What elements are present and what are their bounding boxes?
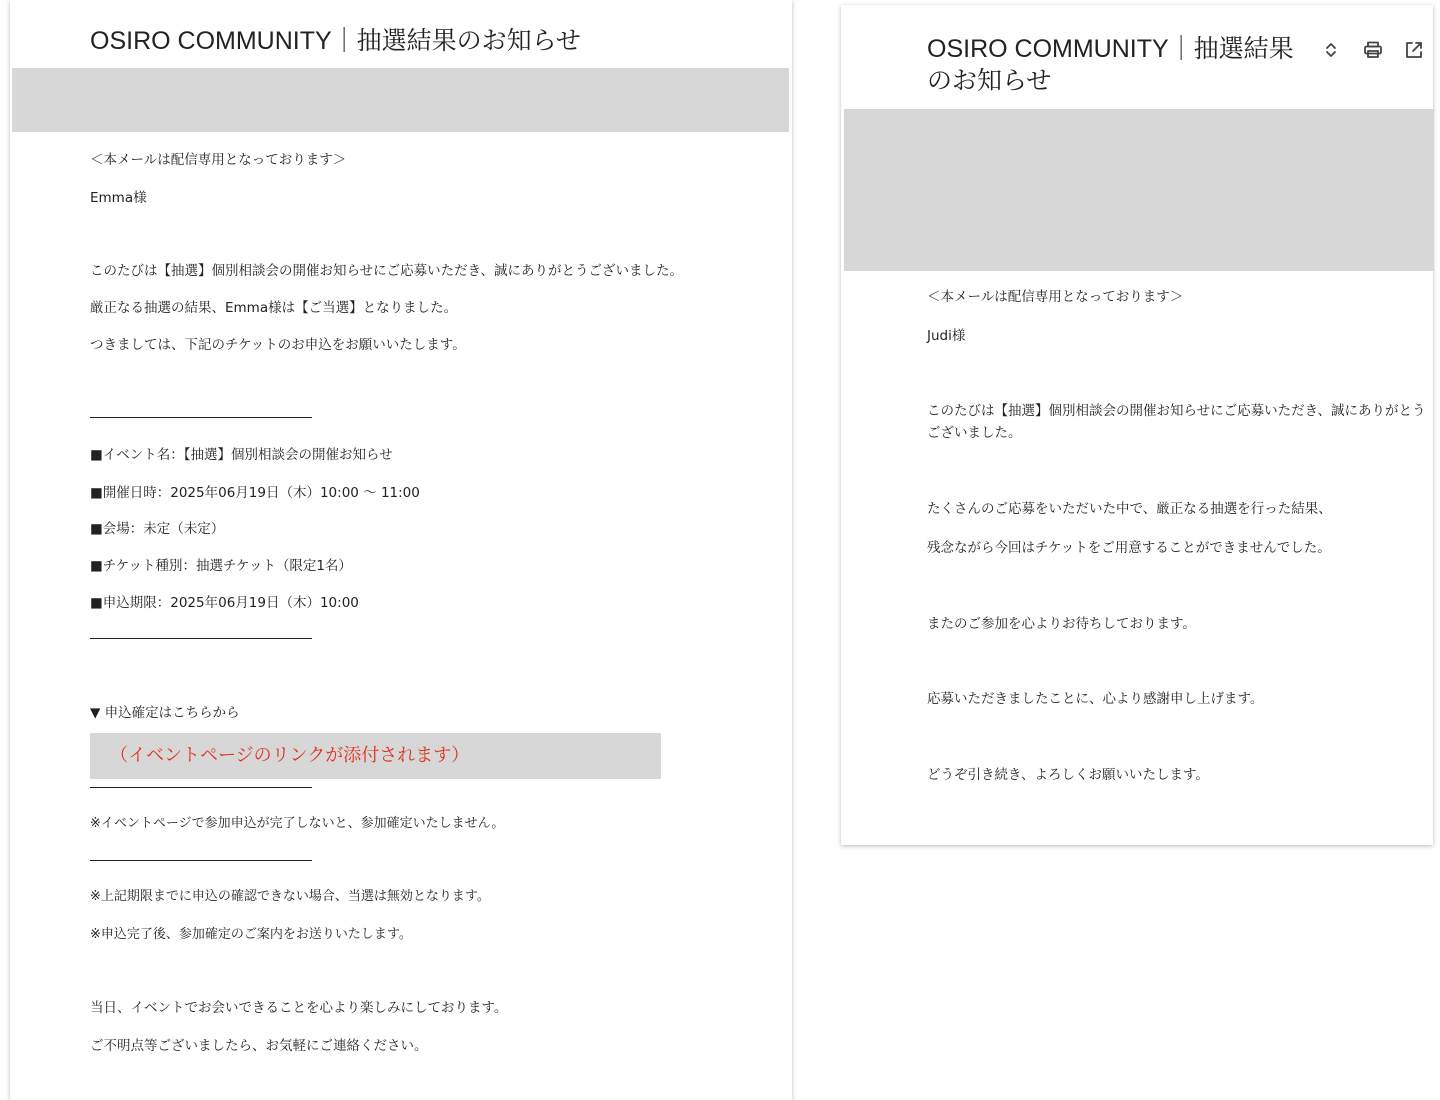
open-in-new-window-icon[interactable] — [1403, 39, 1425, 61]
divider — [90, 860, 312, 861]
delivery-only-notice: ＜本メールは配信専用となっております＞ — [90, 152, 347, 168]
gratitude-paragraph: 応募いただきましたことに、心より感謝申し上げます。 — [927, 691, 1264, 707]
result-paragraph: たくさんのご応募をいただいた中で、厳正なる抽選を行った結果、 — [927, 501, 1332, 517]
closing-line: どうぞ引き続き、よろしくお願いいたします。 — [927, 767, 1209, 783]
header-banner-placeholder — [844, 109, 1434, 271]
event-datetime: ■開催日時：2025年06月19日（木）10:00 〜 11:00 — [90, 485, 420, 501]
header-banner-placeholder — [12, 68, 789, 132]
thanks-paragraph: このたびは【抽選】個別相談会の開催お知らせにご応募いただき、誠にありがとうございました。 — [90, 263, 684, 279]
request-paragraph: つきましては、下記のチケットのお申込をお願いいたします。 — [90, 337, 466, 353]
closing-line: 当日、イベントでお会いできることを心より楽しみにしております。 — [90, 1000, 508, 1016]
note-completion: ※イベントページで参加申込が完了しないと、参加確定いたしません。 — [90, 816, 505, 831]
application-deadline: ■申込期限：2025年06月19日（木）10:00 — [90, 595, 359, 611]
confirm-heading: ▼ 申込確定はこちらから — [90, 705, 240, 721]
email-preview-right — [841, 5, 1433, 845]
divider — [90, 638, 312, 639]
event-link-placeholder[interactable] — [90, 733, 661, 779]
regret-paragraph: 残念ながら今回はチケットをご用意することができませんでした。 — [927, 540, 1331, 556]
contact-line: ご不明点等ございましたら、お気軽にご連絡ください。 — [90, 1038, 428, 1054]
note-deadline: ※上記期限までに申込の確認できない場合、当選は無効となります。 — [90, 889, 490, 904]
email-title: OSIRO COMMUNITY｜抽選結果のお知らせ — [90, 27, 581, 55]
await-paragraph: またのご参加を心よりお待ちしております。 — [927, 616, 1196, 632]
expand-collapse-icon[interactable] — [1320, 39, 1342, 61]
recipient-name: Emma様 — [90, 190, 147, 206]
event-venue: ■会場：未定（未定） — [90, 521, 225, 537]
email-title: OSIRO COMMUNITY｜抽選結果のお知らせ — [927, 35, 1294, 95]
print-icon[interactable] — [1362, 39, 1384, 61]
event-name: ■イベント名：【抽選】個別相談会の開催お知らせ — [90, 447, 393, 463]
divider — [90, 787, 312, 788]
email-preview-left — [10, 0, 792, 1100]
divider — [90, 417, 312, 418]
event-link-text[interactable]: （イベントページのリンクが添付されます） — [110, 745, 470, 766]
recipient-name: Judi様 — [927, 328, 966, 344]
ticket-type: ■チケット種別：抽選チケット（限定1名） — [90, 558, 352, 574]
thanks-paragraph: このたびは【抽選】個別相談会の開催お知らせにご応募いただき、誠にありがとうございました。 — [927, 403, 1426, 441]
note-confirmation: ※申込完了後、参加確定のご案内をお送りいたします。 — [90, 927, 412, 942]
result-paragraph: 厳正なる抽選の結果、Emma様は【ご当選】となりました。 — [90, 300, 458, 316]
delivery-only-notice: ＜本メールは配信専用となっております＞ — [927, 289, 1184, 305]
